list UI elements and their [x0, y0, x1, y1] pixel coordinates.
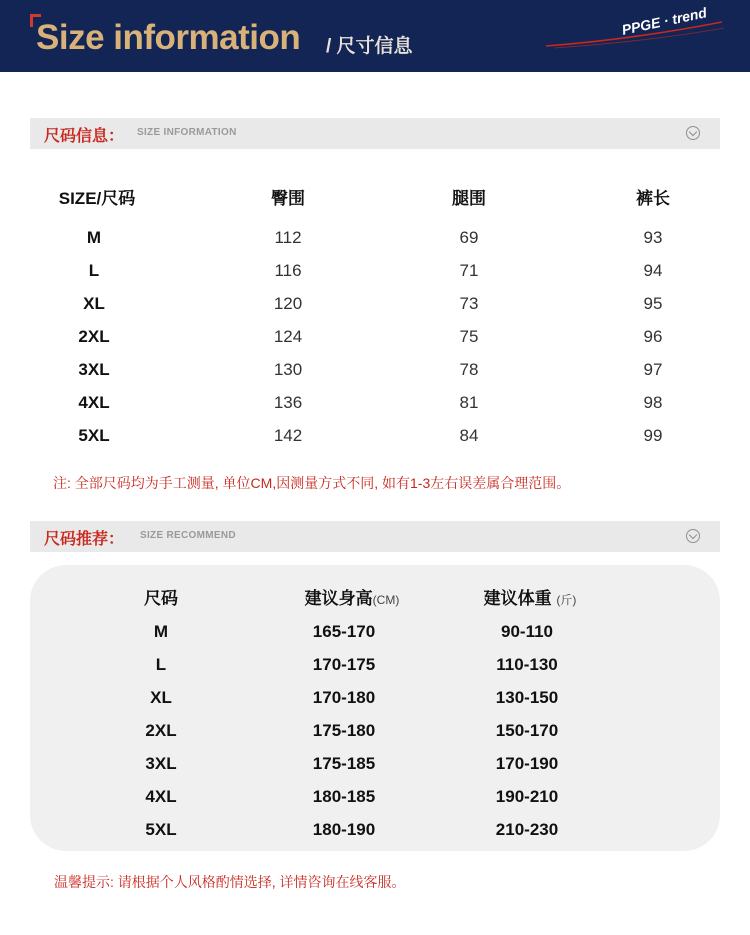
size-cell: M	[153, 622, 169, 641]
length-cell: 98	[643, 393, 663, 412]
section-bar-size-recommend	[30, 521, 720, 552]
weight-cell: 110-130	[496, 655, 558, 674]
weight-unit: (斤)	[556, 593, 577, 607]
weight-label: 建议体重	[483, 589, 552, 608]
section-title-en: SIZE RECOMMEND	[140, 530, 236, 541]
size-cell: L	[88, 261, 100, 280]
size-cell: 3XL	[78, 360, 110, 379]
column-header-size: 尺码	[144, 589, 178, 608]
thigh-cell: 84	[459, 426, 479, 445]
height-cell: 175-180	[312, 721, 376, 740]
weight-cell: 150-170	[495, 721, 559, 740]
length-cell: 94	[643, 261, 663, 280]
hip-cell: 120	[273, 294, 303, 313]
height-cell: 180-185	[312, 787, 376, 806]
page-subtitle: / 尺寸信息	[326, 36, 413, 57]
weight-cell: 130-150	[495, 688, 559, 707]
section-title-en: SIZE INFORMATION	[137, 127, 237, 138]
column-header-height	[305, 584, 400, 609]
height-cell: 180-190	[312, 820, 376, 839]
section-title-cn: 尺码信息：	[44, 128, 125, 145]
size-cell: 2XL	[145, 721, 177, 740]
thigh-cell: 75	[459, 327, 479, 346]
hip-cell: 142	[273, 426, 303, 445]
height-cell: 175-185	[312, 754, 376, 773]
height-unit: (CM)	[372, 593, 400, 607]
hip-cell: 124	[273, 327, 303, 346]
thigh-cell: 73	[459, 294, 479, 313]
length-cell: 96	[643, 327, 663, 346]
size-cell: 4XL	[78, 393, 110, 412]
weight-cell: 90-110	[501, 622, 553, 641]
height-label: 建议身高	[304, 589, 373, 608]
weight-cell: 170-190	[495, 754, 559, 773]
column-header-weight	[484, 584, 577, 609]
chevron-down-circle-icon[interactable]	[686, 529, 700, 543]
column-header-size: SIZE/尺码	[58, 189, 136, 208]
height-cell: 165-170	[312, 622, 376, 641]
height-cell: 170-175	[312, 655, 376, 674]
hip-cell: 130	[273, 360, 303, 379]
column-header-length: 裤长	[636, 189, 670, 208]
size-cell: 2XL	[78, 327, 110, 346]
height-cell: 170-180	[312, 688, 376, 707]
weight-cell: 210-230	[495, 820, 559, 839]
thigh-cell: 69	[459, 228, 479, 247]
thigh-cell: 78	[459, 360, 479, 379]
measurement-note: 注: 全部尺码均为手工测量, 单位CM,因测量方式不同, 如有1-3左右误差属合理范围。	[53, 475, 571, 491]
length-cell: 93	[643, 228, 663, 247]
thigh-cell: 81	[459, 393, 479, 412]
size-cell: 3XL	[145, 754, 177, 773]
page-title: Size information	[36, 18, 301, 57]
tip-note: 温馨提示: 请根据个人风格酌情选择, 详情咨询在线客服。	[54, 874, 406, 890]
hip-cell: 116	[274, 261, 302, 280]
weight-cell: 190-210	[495, 787, 559, 806]
column-header-hip: 臀围	[271, 189, 305, 208]
section-title-cn: 尺码推荐：	[44, 531, 125, 548]
size-cell: 5XL	[145, 820, 177, 839]
size-cell: 5XL	[78, 426, 110, 445]
length-cell: 99	[643, 426, 663, 445]
length-cell: 95	[643, 294, 663, 313]
size-cell: L	[155, 655, 167, 674]
size-cell: M	[86, 228, 102, 247]
size-cell: XL	[150, 688, 172, 707]
section-bar-size-info	[30, 118, 720, 149]
brand-logo: PPGE · trend	[620, 4, 709, 38]
length-cell: 97	[643, 360, 663, 379]
size-cell: 4XL	[145, 787, 177, 806]
chevron-down-circle-icon[interactable]	[686, 126, 700, 140]
hip-cell: 136	[273, 393, 303, 412]
header-banner	[0, 0, 750, 72]
size-cell: XL	[83, 294, 105, 313]
column-header-thigh: 腿围	[452, 189, 486, 208]
thigh-cell: 71	[459, 261, 479, 280]
hip-cell: 112	[274, 228, 302, 247]
